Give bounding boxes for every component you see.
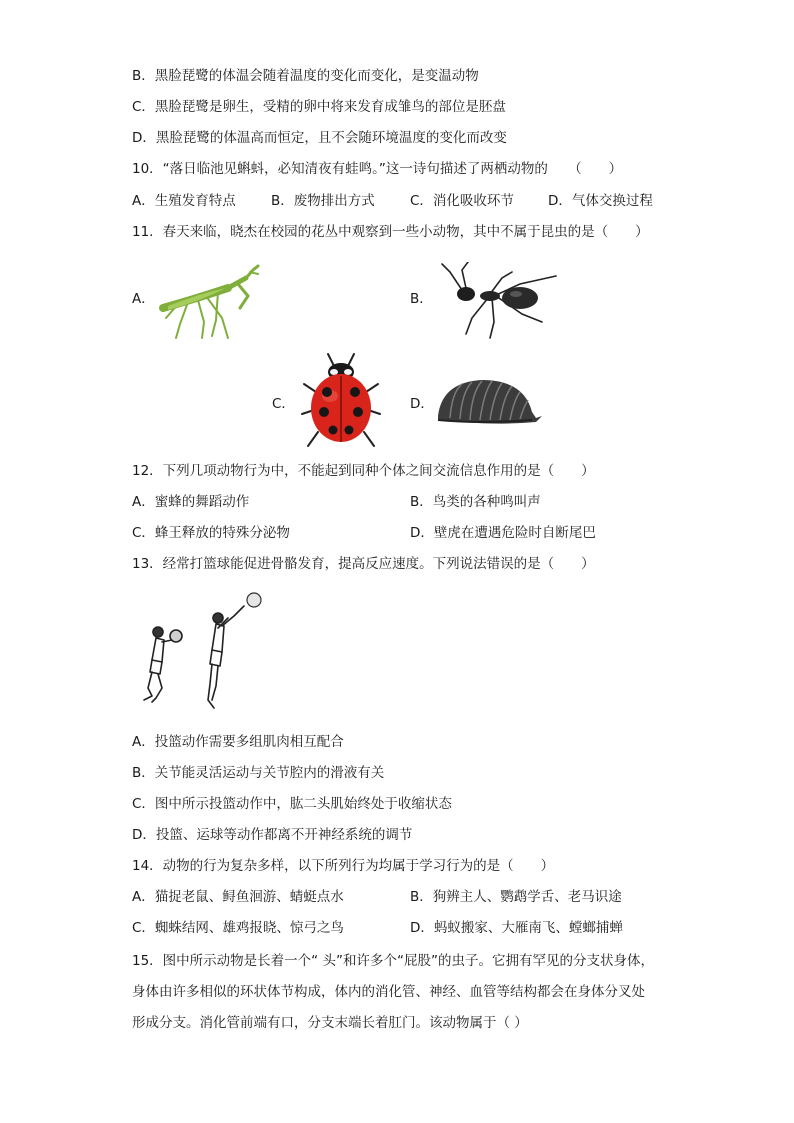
q11-label-d: D． — [410, 396, 434, 412]
q10-option-b: B．废物排出方式 — [271, 193, 375, 209]
q10-option-a: A．生殖发育特点 — [132, 193, 236, 209]
ladybug-image — [300, 352, 382, 450]
q9-option-b: B．黑脸琵鹭的体温会随着温度的变化而变化，是变温动物 — [132, 68, 479, 84]
q13-option-c: C．图中所示投篮动作中，肱二头肌始终处于收缩状态 — [132, 796, 452, 812]
q14-option-c: C．蜘蛛结网、雄鸡报晓、惊弓之鸟 — [132, 920, 344, 936]
q12-option-d: D．壁虎在遭遇危险时自断尾巴 — [410, 525, 596, 541]
q12-option-b: B．鸟类的各种鸣叫声 — [410, 494, 541, 510]
q13-option-d: D．投篮、运球等动作都离不开神经系统的调节 — [132, 827, 413, 843]
q15-line-2: 身体由许多相似的环状体节构成，体内的消化管、神经、血管等结构都会在身体分叉处 — [132, 984, 645, 1000]
q15-line-3: 形成分支。消化管前端有口，分支末端长着肛门。该动物属于（ ） — [132, 1015, 528, 1031]
q14-stem: 14．动物的行为复杂多样，以下所列行为均属于学习行为的是（ ） — [132, 858, 555, 874]
q9-option-d: D．黑脸琵鹭的体温高而恒定，且不会随环境温度的变化而改变 — [132, 130, 507, 146]
pillbug-image — [432, 372, 544, 428]
q11-label-c: C． — [272, 396, 295, 412]
q12-stem: 12．下列几项动物行为中，不能起到同种个体之间交流信息作用的是（ ） — [132, 463, 595, 479]
q13-option-a: A．投篮动作需要多组肌肉相互配合 — [132, 734, 344, 750]
q12-option-a: A．蜜蜂的舞蹈动作 — [132, 494, 250, 510]
q12-option-c: C．蜂王释放的特殊分泌物 — [132, 525, 290, 541]
q14-option-b: B．狗辨主人、鹦鹉学舌、老马识途 — [410, 889, 622, 905]
q11-stem: 11．春天来临，晓杰在校园的花丛中观察到一些小动物，其中不属于昆虫的是（ ） — [132, 224, 649, 240]
q13-option-b: B．关节能灵活运动与关节腔内的滑液有关 — [132, 765, 385, 781]
q10-option-d: D．气体交换过程 — [548, 193, 653, 209]
q15-line-1: 15．图中所示动物是长着一个“ 头”和许多个“屁股”的虫子。它拥有罕见的分支状身体， — [132, 953, 654, 969]
q9-option-c: C．黑脸琵鹭是卵生，受精的卵中将来发育成雏鸟的部位是胚盘 — [132, 99, 506, 115]
mantis-image — [158, 258, 273, 340]
ant-image — [432, 262, 560, 340]
q10-option-c: C．消化吸收环节 — [410, 193, 514, 209]
q13-stem: 13．经常打篮球能促进骨骼发育，提高反应速度。下列说法错误的是（ ） — [132, 556, 595, 572]
q10-stem: 10．“落日临池见蝌蚪，必知清夜有蛙鸣。”这一诗句描述了两栖动物的 （ ） — [132, 161, 623, 177]
q11-label-a: A． — [132, 291, 155, 307]
basketball-figure — [138, 588, 268, 716]
q14-option-d: D．蚂蚁搬家、大雁南飞、螳螂捕蝉 — [410, 920, 623, 936]
q11-label-b: B． — [410, 291, 433, 307]
q14-option-a: A．猫捉老鼠、鲟鱼洄游、蜻蜓点水 — [132, 889, 344, 905]
